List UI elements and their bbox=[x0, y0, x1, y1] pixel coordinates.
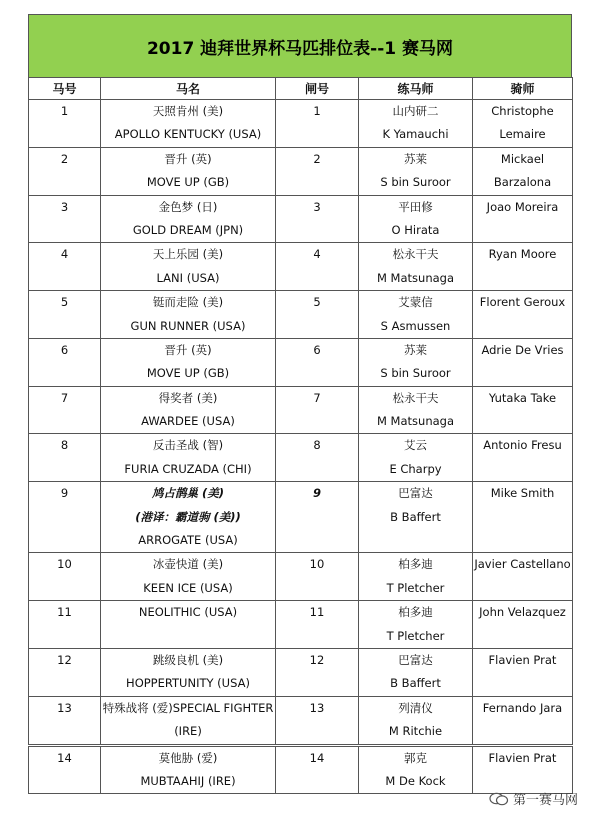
trainer-name-line: 艾蒙信 bbox=[398, 295, 433, 310]
jockey-name-line: Ryan Moore bbox=[488, 247, 557, 262]
horse-name bbox=[101, 338, 276, 386]
table-row bbox=[29, 696, 573, 745]
header-horse-name: 马名 bbox=[101, 78, 276, 100]
trainer-name-line: 柏多迪 bbox=[398, 605, 433, 620]
trainer-name bbox=[359, 482, 473, 553]
horse-number-line: 3 bbox=[60, 199, 69, 214]
horse-name-line: 天上乐园 (美) bbox=[152, 247, 224, 262]
trainer-name-line: M De Kock bbox=[385, 773, 446, 788]
table-row bbox=[29, 195, 573, 243]
horse-number-line: 11 bbox=[57, 605, 72, 620]
table-row bbox=[29, 338, 573, 386]
horse-number bbox=[29, 243, 101, 291]
horse-number bbox=[29, 147, 101, 195]
trainer-name-line: M Matsunaga bbox=[376, 270, 455, 285]
gate-number-line: 10 bbox=[309, 557, 325, 572]
trainer-name-line: M Ritchie bbox=[388, 724, 443, 739]
watermark-text: 第一赛马网 bbox=[512, 793, 578, 808]
jockey-name-line: Barzalona bbox=[493, 175, 552, 190]
jockey-name-line: Antonio Fresu bbox=[483, 438, 562, 453]
jockey-name bbox=[473, 243, 573, 291]
jockey-name bbox=[473, 386, 573, 434]
jockey-name bbox=[473, 482, 573, 553]
gate-number-line: 11 bbox=[309, 605, 325, 620]
trainer-name bbox=[359, 601, 473, 649]
gate-number-line: 12 bbox=[309, 652, 325, 667]
trainer-name bbox=[359, 648, 473, 696]
table-row bbox=[29, 601, 573, 649]
race-card-sheet bbox=[28, 14, 572, 794]
horse-number-line: 7 bbox=[60, 390, 69, 405]
gate-number bbox=[276, 147, 359, 195]
horse-name bbox=[101, 100, 276, 148]
horse-number-line: 4 bbox=[60, 247, 69, 262]
table-row bbox=[29, 147, 573, 195]
horse-name-line: GUN RUNNER (USA) bbox=[130, 318, 246, 333]
gate-number-line: 1 bbox=[313, 104, 321, 118]
gate-number bbox=[276, 195, 359, 243]
gate-number bbox=[276, 434, 359, 482]
horse-name bbox=[101, 434, 276, 482]
horse-number-line: 9 bbox=[60, 486, 69, 501]
horse-name-line: KEEN ICE (USA) bbox=[143, 580, 233, 595]
horse-name-line: 晋升 (英) bbox=[164, 151, 212, 166]
horse-name-line: 特殊战将 (爱)SPECIAL FIGHTER bbox=[102, 700, 274, 715]
horse-name-line: NEOLITHIC (USA) bbox=[138, 605, 238, 620]
table-row bbox=[29, 100, 573, 148]
gate-number bbox=[276, 601, 359, 649]
horse-number bbox=[29, 745, 101, 794]
trainer-name bbox=[359, 434, 473, 482]
trainer-name-line: S bin Suroor bbox=[380, 175, 451, 190]
horse-number bbox=[29, 648, 101, 696]
header-jockey: 骑师 bbox=[473, 78, 573, 100]
jockey-name-line: Joao Moreira bbox=[486, 199, 559, 214]
horse-number-line: 13 bbox=[57, 700, 72, 715]
header-trainer: 练马师 bbox=[359, 78, 473, 100]
gate-number-line: 8 bbox=[313, 438, 321, 453]
trainer-name-line: 山内研二 bbox=[392, 104, 439, 118]
gate-number-line: 3 bbox=[313, 199, 321, 214]
gate-number-line: 4 bbox=[313, 247, 321, 262]
horse-number bbox=[29, 100, 101, 148]
trainer-name-line: B Baffert bbox=[390, 509, 441, 524]
horse-name bbox=[101, 648, 276, 696]
page-title: 2017 迪拜世界杯马匹排位表--1 赛马网 bbox=[146, 38, 454, 59]
trainer-name-line: M Matsunaga bbox=[376, 414, 455, 429]
jockey-name-line: Yutaka Take bbox=[488, 390, 557, 405]
horse-name-line: APOLLO KENTUCKY (USA) bbox=[114, 127, 262, 142]
horse-name bbox=[101, 601, 276, 649]
trainer-name bbox=[359, 147, 473, 195]
trainer-name-line: 苏莱 bbox=[404, 151, 427, 166]
table-row bbox=[29, 553, 573, 601]
trainer-name-line: 巴富达 bbox=[398, 652, 433, 667]
jockey-name bbox=[473, 648, 573, 696]
trainer-name-line: 松永干夫 bbox=[392, 247, 439, 262]
gate-number bbox=[276, 696, 359, 745]
horse-name-line: 反击圣战 (智) bbox=[152, 438, 224, 453]
horse-name-line: ARROGATE (USA) bbox=[138, 533, 238, 548]
horse-name bbox=[101, 482, 276, 553]
horse-name-line: FURIA CRUZADA (CHI) bbox=[124, 461, 252, 476]
horse-number-line: 6 bbox=[60, 342, 69, 357]
horse-number-line: 14 bbox=[57, 750, 72, 765]
jockey-name-line: Flavien Prat bbox=[488, 652, 557, 667]
header-horse-number: 马号 bbox=[29, 78, 101, 100]
gate-number bbox=[276, 291, 359, 339]
trainer-name-line: E Charpy bbox=[389, 461, 442, 476]
jockey-name-line: Lemaire bbox=[499, 127, 546, 142]
jockey-name bbox=[473, 100, 573, 148]
gate-number-line: 7 bbox=[313, 390, 321, 405]
watermark bbox=[489, 789, 578, 808]
horse-number-line: 2 bbox=[60, 151, 69, 166]
gate-number-line: 9 bbox=[312, 486, 321, 501]
jockey-name-line: Javier Castellano bbox=[474, 557, 571, 572]
table-row bbox=[29, 434, 573, 482]
gate-number bbox=[276, 482, 359, 553]
jockey-name bbox=[473, 696, 573, 745]
horse-name bbox=[101, 386, 276, 434]
horse-number bbox=[29, 696, 101, 745]
horse-name bbox=[101, 291, 276, 339]
horse-name-line: LANI (USA) bbox=[156, 270, 220, 285]
trainer-name bbox=[359, 243, 473, 291]
jockey-name bbox=[473, 338, 573, 386]
horse-name-line: GOLD DREAM (JPN) bbox=[132, 222, 244, 237]
table-row bbox=[29, 291, 573, 339]
trainer-name-line: 苏莱 bbox=[404, 342, 427, 357]
trainer-name-line: 列清仪 bbox=[398, 700, 433, 715]
jockey-name bbox=[473, 745, 573, 794]
jockey-name-line: Flavien Prat bbox=[488, 750, 557, 765]
table-row bbox=[29, 386, 573, 434]
jockey-name bbox=[473, 553, 573, 601]
trainer-name-line: S bin Suroor bbox=[380, 366, 451, 381]
horse-name-line: MUBTAAHIJ (IRE) bbox=[140, 773, 236, 788]
trainer-name bbox=[359, 386, 473, 434]
horse-name bbox=[101, 696, 276, 745]
horse-number bbox=[29, 553, 101, 601]
horse-number bbox=[29, 386, 101, 434]
jockey-name-line: Mike Smith bbox=[490, 486, 555, 501]
horse-name-line: (港译：霸道驹 (美)) bbox=[135, 509, 241, 524]
horse-name-line: 天照肯州 (美) bbox=[152, 104, 224, 118]
horse-name-line: 鸠占鹊巢 (美) bbox=[151, 486, 224, 501]
horse-name bbox=[101, 147, 276, 195]
horse-name bbox=[101, 195, 276, 243]
horse-name-line: MOVE UP (GB) bbox=[146, 366, 230, 381]
gate-number-line: 14 bbox=[309, 750, 325, 765]
horse-number bbox=[29, 482, 101, 553]
jockey-name-line: Florent Geroux bbox=[479, 295, 566, 310]
horse-name-line: 铤而走险 (美) bbox=[152, 295, 224, 310]
trainer-name bbox=[359, 100, 473, 148]
table-row bbox=[29, 482, 573, 553]
horse-number-line: 5 bbox=[60, 295, 69, 310]
horse-name-line: HOPPERTUNITY (USA) bbox=[126, 676, 250, 691]
horse-number bbox=[29, 434, 101, 482]
gate-number-line: 13 bbox=[309, 700, 325, 715]
table-row bbox=[29, 243, 573, 291]
jockey-name bbox=[473, 291, 573, 339]
gate-number-line: 6 bbox=[313, 342, 321, 357]
jockey-name-line: Christophe bbox=[491, 104, 554, 118]
jockey-name bbox=[473, 147, 573, 195]
horse-number bbox=[29, 291, 101, 339]
gate-number-line: 2 bbox=[313, 151, 321, 166]
horse-number bbox=[29, 338, 101, 386]
horse-name-line: (IRE) bbox=[174, 724, 202, 739]
gate-number-line: 5 bbox=[313, 295, 321, 310]
horse-name-line: 得奖者 (美) bbox=[158, 390, 218, 405]
horse-name bbox=[101, 243, 276, 291]
horse-name-line: 晋升 (英) bbox=[164, 342, 212, 357]
jockey-name-line: John Velazquez bbox=[479, 605, 566, 620]
horse-number-line: 12 bbox=[57, 652, 72, 667]
horse-name-line: 跳级良机 (美) bbox=[152, 652, 224, 667]
header-gate-number: 闸号 bbox=[276, 78, 359, 100]
header-row bbox=[29, 78, 573, 100]
trainer-name-line: 艾云 bbox=[404, 438, 427, 453]
trainer-name-line: 郭克 bbox=[404, 750, 427, 765]
gate-number bbox=[276, 100, 359, 148]
horse-name-line: 冰壶快道 (美) bbox=[152, 557, 224, 572]
trainer-name bbox=[359, 291, 473, 339]
trainer-name-line: 松永干夫 bbox=[392, 390, 439, 405]
wechat-icon bbox=[489, 792, 509, 806]
horse-number-line: 8 bbox=[60, 438, 69, 453]
trainer-name bbox=[359, 338, 473, 386]
jockey-name-line: Adrie De Vries bbox=[481, 342, 564, 357]
title-bar bbox=[28, 14, 572, 77]
horse-name bbox=[101, 745, 276, 794]
trainer-name-line: S Asmussen bbox=[380, 318, 451, 333]
horse-name-line: AWARDEE (USA) bbox=[141, 414, 235, 429]
table-row bbox=[29, 648, 573, 696]
gate-number bbox=[276, 648, 359, 696]
gate-number bbox=[276, 745, 359, 794]
trainer-name-line: 柏多迪 bbox=[398, 557, 433, 572]
horse-name bbox=[101, 553, 276, 601]
trainer-name-line: K Yamauchi bbox=[382, 127, 449, 142]
gate-number bbox=[276, 553, 359, 601]
gate-number bbox=[276, 386, 359, 434]
horse-number bbox=[29, 195, 101, 243]
horse-number bbox=[29, 601, 101, 649]
trainer-name bbox=[359, 696, 473, 745]
jockey-name bbox=[473, 195, 573, 243]
gate-number bbox=[276, 338, 359, 386]
trainer-name bbox=[359, 195, 473, 243]
trainer-name-line: B Baffert bbox=[390, 676, 441, 691]
gate-number bbox=[276, 243, 359, 291]
jockey-name-line: Mickael bbox=[500, 151, 545, 166]
trainer-name-line: 平田修 bbox=[398, 199, 433, 214]
horse-name-line: MOVE UP (GB) bbox=[146, 175, 230, 190]
table-row bbox=[29, 745, 573, 794]
trainer-name bbox=[359, 745, 473, 794]
horse-name-line: 金色梦 (日) bbox=[158, 199, 218, 214]
trainer-name-line: T Pletcher bbox=[386, 628, 445, 643]
trainer-name-line: T Pletcher bbox=[386, 580, 445, 595]
trainer-name-line: 巴富达 bbox=[398, 486, 433, 501]
jockey-name-line: Fernando Jara bbox=[482, 700, 563, 715]
horse-number-line: 1 bbox=[60, 104, 69, 118]
jockey-name bbox=[473, 601, 573, 649]
race-card-table bbox=[28, 77, 573, 794]
horse-number-line: 10 bbox=[57, 557, 72, 572]
horse-name-line: 莫他胁 (爱) bbox=[158, 750, 218, 765]
jockey-name bbox=[473, 434, 573, 482]
trainer-name-line: O Hirata bbox=[391, 222, 440, 237]
trainer-name bbox=[359, 553, 473, 601]
